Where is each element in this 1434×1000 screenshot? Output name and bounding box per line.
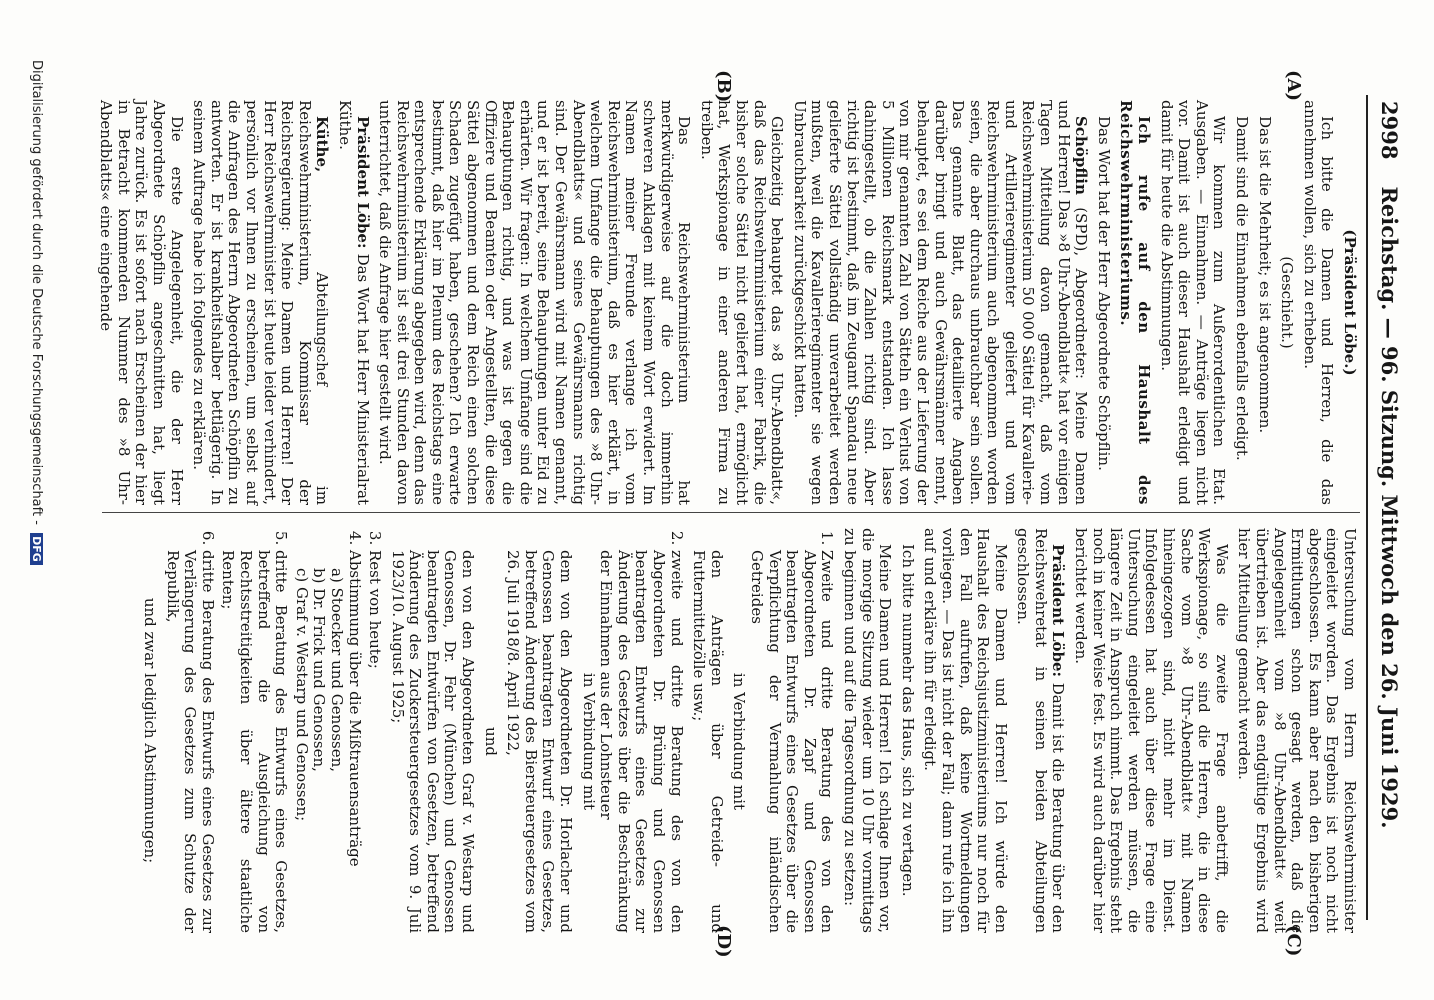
margin-letter-a: (A) xyxy=(1283,70,1304,101)
connector: in Verbindung mit xyxy=(730,672,749,811)
speaker-name: Schöpflin xyxy=(1072,116,1091,195)
page-title: Reichstag. — 96. Sitzung. Mittwoch den 26. Juni 1929. xyxy=(1377,186,1402,829)
agenda-item: 5. dritte Beratung des Entwurfs eines Gesetzes, betreffend die Ausgleichung von Rechtsstreitigkeiten über ältere staatliche Renten; xyxy=(219,550,289,933)
paragraph: Das Reichswehrministerium hat merkwürdigerweise auf die doch immerhin schweren Anklagen mit keinem Wort erwidert. Im Namen meiner Freunde verlange ich vom Reichswehrministerium, daß es hier erklärt, in welchem Umfange die Behauptungen des »8 Uhr-Abendblatts« und seines Gewährsmanns richtig sind. Der Gewährsmann wird mit Namen genannt, und er ist bereit, seine Behauptungen unter Eid zu erhärten. Wir fragen: In welchem Umfange sind die Behauptungen richtig, und was ist gegen die Offiziere und Beamten oder Angestellten, die diese Sättel abgenommen und dem Reich einen solchen Schaden zugefügt haben, geschehen? Ich erwarte bestimmt, daß hier im Plenum des Reichstags eine entsprechende Erklärung abgegeben wird, denn das Reichswehrministerium ist seit drei Stunden davon unterrichtet, daß die Anfrage hier gestellt wird. xyxy=(376,100,694,505)
paragraph: Die erste Angelegenheit, die der Herr Abgeordnete Schöpflin angeschnitten hat, liegt Jahre zurück. Es ist sofort nach Erscheinen der hier in Betracht kommenden Nummer des »8 Uhr-Abendblatts« eine eingehende xyxy=(97,100,186,505)
left-column xyxy=(92,100,1358,505)
paragraph: Meine Damen und Herren! Ich würde den Haushalt des Reichsjustizministeriums nur noch für den Fall aufrufen, daß keine Wortmeldungen vorliegen. — Das ist nicht der Fall; dann rufe ich ihn auf und erkläre ihn für erledigt. xyxy=(921,528,1010,933)
connector-text: dem von den Abgeordneten Dr. Horlacher und Genossen beantragten Entwurf eines Gesetzes, betreffend Änderung des Biersteuergesetzes vom 26. Juli 1918/8. April 1922, xyxy=(504,550,576,933)
speech-text: Das Wort hat Herr Ministerialrat Küthe. xyxy=(335,100,372,505)
stage-direction: (Geschieht.) xyxy=(1278,256,1297,349)
right-column xyxy=(135,528,1358,933)
paragraph: Untersuchung vom Herrn Reichswehrminister eingeleitet worden. Das Ergebnis ist noch nicht abgeschlossen. Es kann aber nach den bisherigen Ermittlungen schon gesagt werden, daß die Angelegenheit vom »8 Uhr-Abendblatt« weit übertrieben ist. Aber das endgültige Ergebnis wird hier Mitteilung gemacht werden. xyxy=(1235,528,1359,933)
paragraph: Das ist die Mehrheit; es ist angenommen. xyxy=(1255,116,1274,434)
paragraph: Meine Damen und Herren! Ich schlage Ihnen vor, die morgige Sitzung wieder um 10 Uhr vormittags zu beginnen und auf die Tagesordnung zu setzen: xyxy=(840,528,895,933)
connector: und xyxy=(481,727,500,756)
credit-text: Digitalisierung gefördert durch die Deutsche Forschungsgemeinschaft - xyxy=(29,60,44,525)
agenda-list xyxy=(163,528,835,933)
speaker-name: Küthe, xyxy=(313,116,332,173)
paragraph: Das Wort hat der Herr Abgeordnete Schöpflin. xyxy=(1094,116,1113,471)
agenda-item xyxy=(388,550,685,933)
paragraph: Ich bitte nunmehr das Haus, sich zu vertagen. xyxy=(898,544,917,897)
speech-text: Damit ist die Beratung über den Reichswehretat in seinen beiden Abteilungen geschlossen. xyxy=(1014,528,1068,933)
connector: in Verbindung mit xyxy=(579,672,598,811)
connector-text: den von den Abgeordneten Graf v. Westarp und Genossen, Dr. Fehr (München) und Genossen beantragten Entwürfen von Gesetzen, betreffend Änderung des Zuckersteuergesetzes vom 9. Juli 1923/10. August 1925; xyxy=(388,550,478,933)
agenda-item: 3. Rest von heute; xyxy=(366,550,384,933)
page-number: 2998 xyxy=(1377,101,1402,160)
speaker-label: (Präsident Löbe.) xyxy=(1341,229,1359,376)
speech-text: Abteilungschef im Reichswehrministerium, Kommissar der Reichsregierung: Meine Damen und Herren! Der Herr Reichswehrminister ist heute leider verhindert, persönlich vor Ihnen zu erscheinen, um selbst auf die Anfragen des Herrn Abgeordneten Schöpflin zu antworten. Er ist krankheitshalber bettlägerig. In seinem Auftrage habe ich folgendes zu erklären. xyxy=(190,100,332,505)
page-header xyxy=(1366,95,1406,920)
agenda-call: Ich rufe auf den Haushalt des Reichswehrministeriums. xyxy=(1117,100,1154,505)
closing-line: und zwar lediglich Abstimmungen; xyxy=(141,597,159,864)
paragraph: Wir kommen zum Außerordentlichen Etat. Ausgaben. — Einnahmen. — Anträge liegen nicht vor. Damit ist auch dieser Haushalt erledigt und damit für heute die Abstimmungen. xyxy=(1157,100,1229,505)
paragraph: Damit sind die Einnahmen ebenfalls erledigt. xyxy=(1233,116,1252,461)
agenda-item: 6. dritte Beratung des Entwurfs eines Gesetzes zur Verlängerung des Gesetzes zum Schutze der Republik, xyxy=(163,550,216,933)
sub-item: b) Dr. Frick und Genossen, xyxy=(310,568,329,772)
column-divider xyxy=(102,512,1360,513)
agenda-item-text: Abstimmung über die Mißtrauensanträge xyxy=(345,550,364,867)
sub-item: a) Stoecker und Genossen, xyxy=(327,568,346,773)
dfg-logo: DFG xyxy=(30,533,43,565)
agenda-item xyxy=(690,550,836,933)
speaker-name: Präsident Löbe: xyxy=(1049,544,1068,678)
agenda-item-text: Zweite und dritte Beratung des von den Abgeordneten Dr. Zapf und Genossen beantragten Entwurfs eines Gesetzes über die Verpflichtung der Vermahlung inländischen Getreides xyxy=(748,550,837,933)
paragraph: Ich bitte die Damen und Herren, die das annehmen wollen, sich zu erheben. xyxy=(1300,100,1337,505)
margin-letter-b: (B) xyxy=(713,70,734,103)
sub-item: c) Graf v. Westarp und Genossen; xyxy=(292,568,311,822)
margin-letter-c: (C) xyxy=(1283,925,1304,957)
digitization-credit xyxy=(29,60,44,565)
paragraph: Was die zweite Frage anbetrifft, die Werkspionage, so sind die Herren, die in diese Sache vom »8 Uhr-Abendblatt« mit Namen hineingezogen sind, nicht mehr im Dienst. Infolgedessen hat auch über diese Frage eine Untersuchung eingeleitet werden müssen, die längere Zeit in Anspruch nimmt. Das Ergebnis steht noch in keiner Weise fest. Es wird auch darüber hier berichtet werden. xyxy=(1072,528,1231,933)
speaker-name: Präsident Löbe: xyxy=(353,116,372,249)
connector-text: den Anträgen über Getreide- und Futtermittelzölle usw.; xyxy=(690,550,726,933)
agenda-item-text: zweite und dritte Beratung des von den Abgeordneten Dr. Brüning und Genossen beantragten Entwurfs eines Gesetzes zur Änderung des Gesetzes über die Beschränkung der Einnahmen aus der Lohnsteuer xyxy=(597,550,686,933)
paragraph: Gleichzeitig behauptet das »8 Uhr-Abendblatt«, daß das Reichswehrministerium einer Fabrik, die bisher solche Sättel nicht geliefert hat, ermöglicht hat, Werkspionage in einer anderen Firma zu treiben. xyxy=(697,100,787,505)
margin-letter-d: (D) xyxy=(713,925,734,958)
agenda-item xyxy=(292,550,362,933)
speech-text: (SPD), Abgeordneter: Meine Damen und Herren! Das »8 Uhr-Abendblatt« hat vor einigen Tagen Mitteilung davon gemacht, daß vom Reichswehrministerium 50 000 Sättel für Kavallerie- und Artillerieregimenter geliefert und vom Reichswehrministerium auch abgenommen worden seien, die aber durchaus unbrauchbar sein sollen. Das genannte Blatt, das detaillierte Angaben darüber bringt und auch Gewährsmänner nennt, behauptet, es sei dem Reiche aus der Lieferung der von mir genannten Zahl von Sätteln ein Verlust von 5 Millionen Reichsmark entstanden. Ich lasse dahingestellt, ob die Zahlen richtig sind. Aber richtig ist bestimmt, daß im Zeugamt Spandau neue gelieferte Sättel vollständig unverarbeitet werden mußten, weil die Kavallerieregimenter sie wegen Unbrauchbarkeit zurückgeschickt hatten. xyxy=(790,100,1091,505)
